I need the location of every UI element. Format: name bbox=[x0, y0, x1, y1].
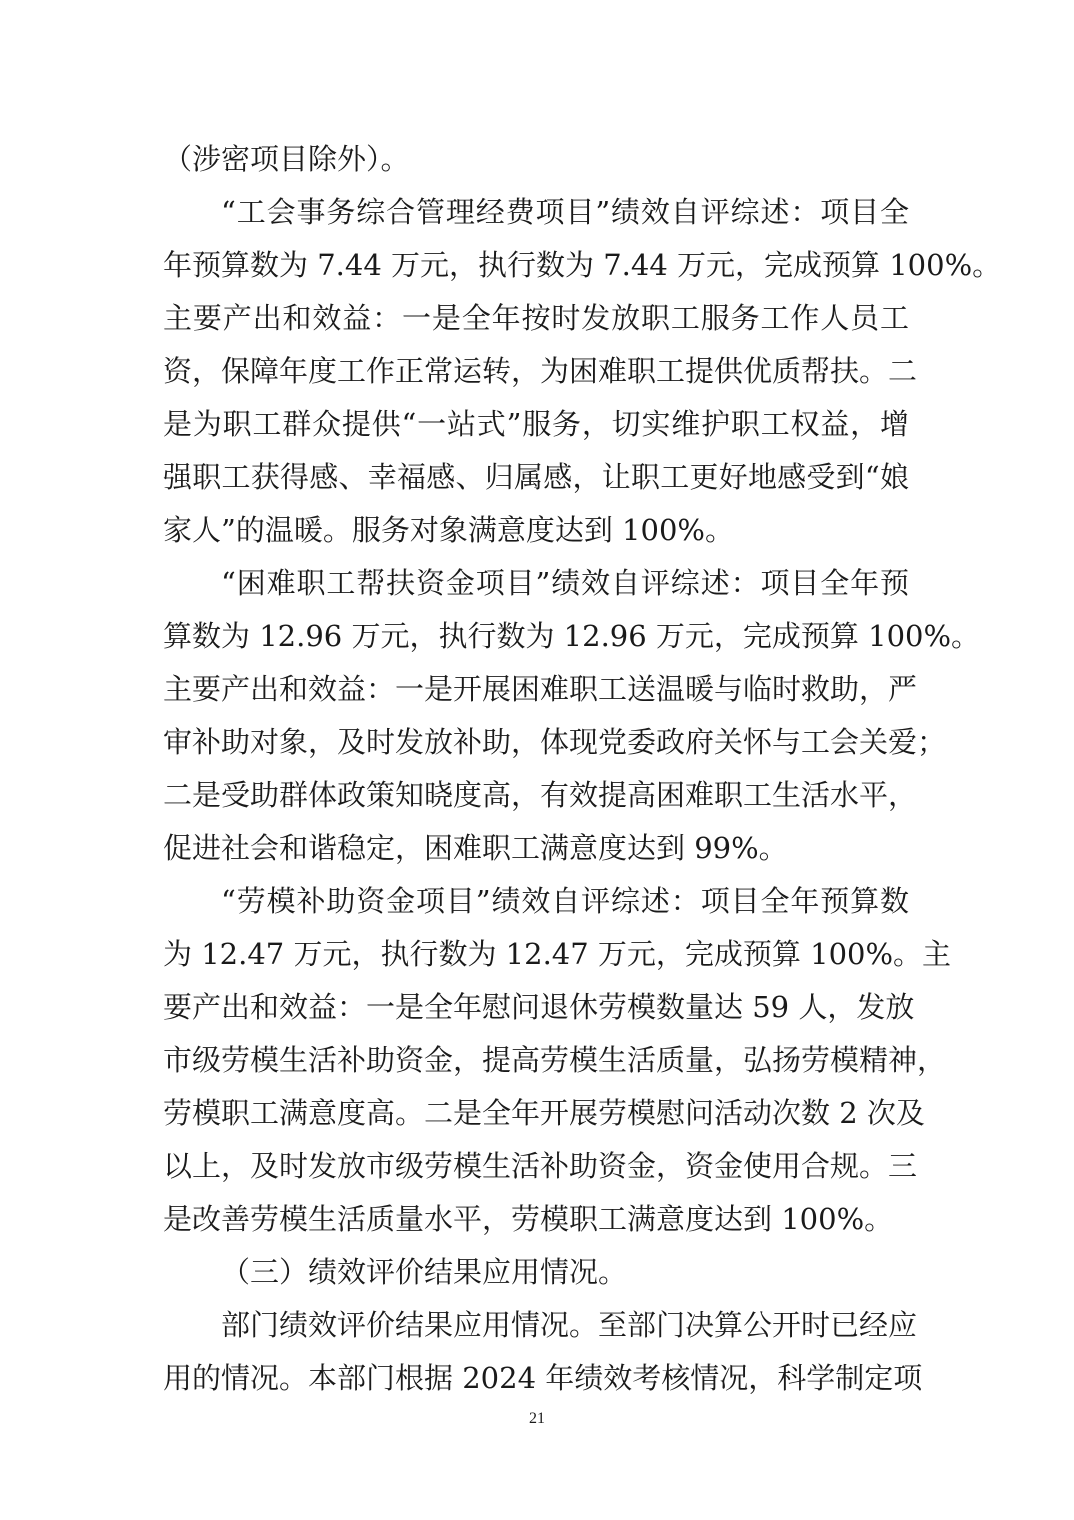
text-line: 要产出和效益：一是全年慰问退休劳模数量达 59 人，发放 bbox=[163, 990, 915, 1024]
text-line: 促进社会和谐稳定，困难职工满意度达到 99%。 bbox=[163, 831, 788, 865]
text-line: 是改善劳模生活质量水平，劳模职工满意度达到 100%。 bbox=[163, 1202, 894, 1236]
text-line: 算数为 12.96 万元，执行数为 12.96 万元，完成预算 100%。 bbox=[163, 619, 981, 653]
text-line: 部门绩效评价结果应用情况。至部门决算公开时已经应 bbox=[221, 1308, 918, 1342]
text-line: 为 12.47 万元，执行数为 12.47 万元，完成预算 100%。主 bbox=[163, 937, 952, 971]
text-line: “工会事务综合管理经费项目”绩效自评综述：项目全 bbox=[221, 195, 909, 229]
page-number: 21 bbox=[529, 1410, 545, 1427]
text-line: 是为职工群众提供“一站式”服务，切实维护职工权益，增 bbox=[163, 407, 909, 441]
text-line: 审补助对象，及时发放补助，体现党委政府关怀与工会关爱； bbox=[163, 725, 947, 759]
section-heading: （三）绩效评价结果应用情况。 bbox=[221, 1255, 628, 1289]
text-line: 二是受助群体政策知晓度高，有效提高困难职工生活水平， bbox=[163, 778, 918, 812]
text-line: 主要产出和效益：一是全年按时发放职工服务工作人员工 bbox=[163, 301, 909, 335]
text-line: “困难职工帮扶资金项目”绩效自评综述：项目全年预 bbox=[221, 566, 909, 600]
text-line: 家人”的温暖。服务对象满意度达到 100%。 bbox=[163, 513, 734, 547]
text-line: 资，保障年度工作正常运转，为困难职工提供优质帮扶。二 bbox=[163, 354, 918, 388]
text-line: 强职工获得感、幸福感、归属感，让职工更好地感受到“娘 bbox=[163, 460, 909, 494]
text-line: 年预算数为 7.44 万元，执行数为 7.44 万元，完成预算 100%。 bbox=[163, 248, 1002, 282]
text-line: （涉密项目除外）。 bbox=[163, 142, 410, 176]
text-line: 劳模职工满意度高。二是全年开展劳模慰问活动次数 2 次及 bbox=[163, 1096, 925, 1130]
text-line: 以上，及时发放市级劳模生活补助资金，资金使用合规。三 bbox=[163, 1149, 918, 1183]
text-line: 用的情况。本部门根据 2024 年绩效考核情况，科学制定项 bbox=[163, 1361, 923, 1395]
text-line: 主要产出和效益：一是开展困难职工送温暖与临时救助，严 bbox=[163, 672, 918, 706]
text-line: “劳模补助资金项目”绩效自评综述：项目全年预算数 bbox=[221, 884, 909, 918]
text-line: 市级劳模生活补助资金，提高劳模生活质量，弘扬劳模精神， bbox=[163, 1043, 947, 1077]
